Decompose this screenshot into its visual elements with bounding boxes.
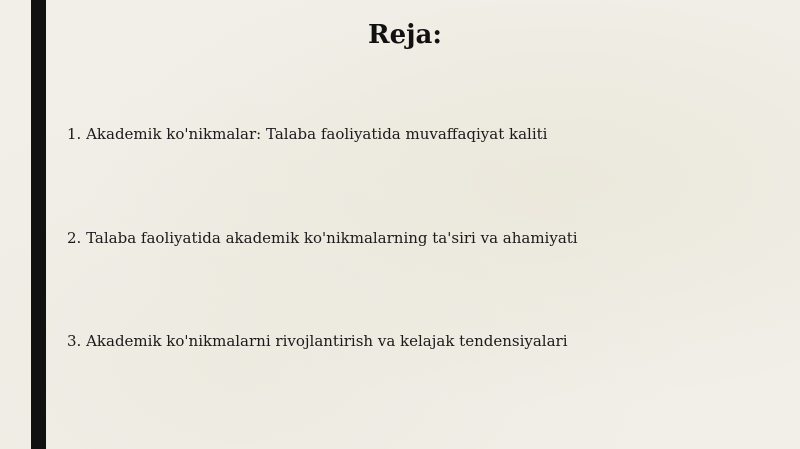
plan-item-2: 2. Talaba faoliyatida akademik ko'nikmalarning ta'siri va ahamiyati <box>67 229 578 247</box>
slide-title: Reja: <box>367 20 442 50</box>
plan-item-1: 1. Akademik ko'nikmalar: Talaba faoliyatida muvaffaqiyat kaliti <box>67 125 548 143</box>
left-accent-bar <box>31 0 46 449</box>
plan-item-3: 3. Akademik ko'nikmalarni rivojlantirish va kelajak tendensiyalari <box>67 332 568 350</box>
